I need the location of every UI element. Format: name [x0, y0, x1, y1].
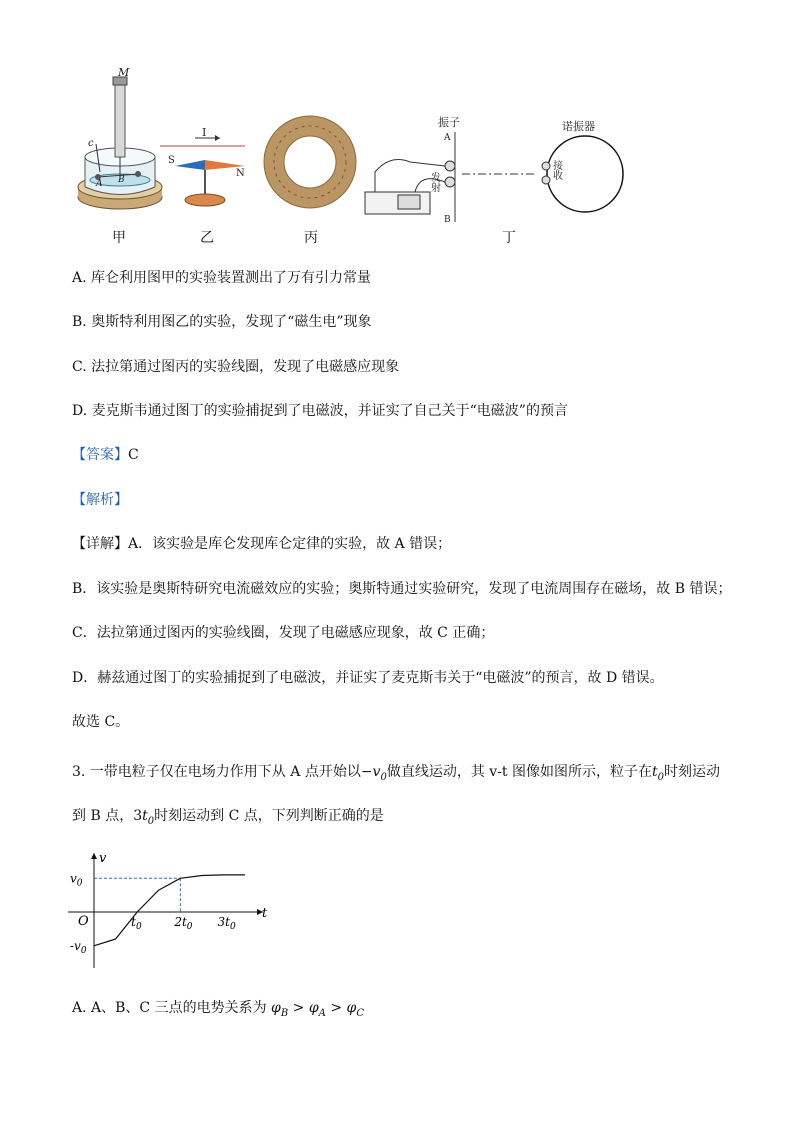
- phi-a: [308, 1000, 326, 1019]
- experiment-figures: [70, 62, 640, 247]
- q3-text-1: 3. 一带电粒子仅在电场力作用下从 A 点开始以: [72, 764, 361, 780]
- phi-b-sub: B: [280, 1007, 289, 1019]
- question3-line2: [72, 806, 384, 832]
- label-receive: 接收: [550, 160, 562, 180]
- figure-yi-oersted: [160, 135, 245, 206]
- label-ding-a: A: [444, 133, 451, 143]
- x-tick-label-2: $2t_0$: [174, 915, 193, 932]
- phi-a-sub: A: [318, 1007, 326, 1019]
- y-tick-label-1: $v_0$: [70, 871, 83, 889]
- analysis-line: [72, 490, 128, 510]
- option-c: C. 法拉第通过图丙的实验线圈，发现了电磁感应现象: [72, 359, 400, 375]
- phi-b: [271, 1000, 289, 1019]
- phi-c-sub: C: [356, 1007, 364, 1019]
- y-axis-arrow: [91, 853, 97, 859]
- q3-t0b: [142, 808, 155, 827]
- label-c: c: [88, 138, 94, 149]
- detail-tag: 【详解】: [72, 536, 128, 552]
- y-axis-label: v: [99, 851, 107, 866]
- q3-option-a: [72, 998, 364, 1024]
- y-tick-label-2: $-v_0$: [70, 938, 87, 956]
- q3-option-a-text: A. A、B、C 三点的电势关系为: [72, 1000, 267, 1016]
- origin-label: O: [78, 914, 89, 929]
- phi-c: [346, 1000, 364, 1019]
- q3-t0-sub: 0: [657, 771, 665, 783]
- detail-d: D．赫兹通过图丁的实验捕捉到了电磁波，并证实了麦克斯韦关于“电磁波”的预言，故 D 错误。: [72, 670, 664, 686]
- q3-text-5: 时刻运动到 C 点，下列判断正确的是: [154, 808, 384, 824]
- series-line-vt: [94, 875, 245, 946]
- q3-text-2: 做直线运动，其 v-t 图像如图所示，粒子在: [386, 764, 653, 780]
- detail-a: [72, 534, 451, 554]
- q3-v0: [360, 764, 387, 783]
- label-s: S: [168, 155, 175, 166]
- q3-v0-base: −v: [360, 764, 381, 780]
- figure-bing-faraday-ring: [264, 116, 356, 208]
- caption-bing: 丙: [304, 230, 318, 246]
- option-d: D. 麦克斯韦通过图丁的实验捕捉到了电磁波，并证实了自己关于“电磁波”的预言: [72, 403, 568, 419]
- gt-1: >: [288, 1000, 309, 1016]
- phi-a-base: φ: [308, 1000, 319, 1016]
- label-ding-b: B: [444, 215, 451, 225]
- q3-t0-base: t: [652, 764, 658, 780]
- figure-ding-hertz: [365, 132, 623, 222]
- label-resonator: 诺振器: [562, 120, 595, 133]
- gt-2: >: [325, 1000, 347, 1016]
- answer-value: C: [128, 447, 139, 463]
- label-oscillator: 振子: [438, 116, 460, 129]
- q3-text-3: 时刻运动: [664, 764, 721, 780]
- detail-c: C．法拉第通过图丙的实验线圈，发现了电磁感应现象，故 C 正确；: [72, 625, 495, 641]
- label-n: N: [236, 168, 245, 179]
- analysis-tag: 【解析】: [72, 492, 128, 508]
- phi-b-base: φ: [271, 1000, 281, 1016]
- phi-c-base: φ: [346, 1000, 357, 1016]
- label-a: A: [96, 179, 103, 189]
- label-b: B: [118, 175, 125, 185]
- option-a: A. 库仑利用图甲的实验装置测出了万有引力常量: [72, 270, 372, 286]
- vt-graph: [68, 850, 268, 975]
- x-tick-label-3: $3t_0$: [217, 915, 236, 932]
- q3-t0b-base: t: [142, 808, 148, 824]
- x-axis-label: t: [262, 906, 268, 921]
- label-m: M: [118, 66, 130, 79]
- label-i: I: [202, 126, 207, 139]
- q3-text-4: 到 B 点，3: [72, 808, 143, 824]
- caption-jia: 甲: [112, 230, 126, 246]
- q3-t0b-sub: 0: [147, 815, 155, 827]
- answer-tag: 【答案】: [72, 447, 128, 463]
- label-emit: 发射: [428, 172, 440, 192]
- question3-line1: [72, 762, 720, 788]
- detail-b: B．该实验是奥斯特研究电流磁效应的实验；奥斯特通过实验研究，发现了电流周围存在磁场，故 B 错误；: [72, 581, 732, 597]
- x-tick-label-1: $t_0$: [131, 915, 142, 932]
- caption-yi: 乙: [200, 230, 214, 246]
- q3-v0-sub: 0: [380, 771, 387, 783]
- answer-line: [72, 445, 139, 465]
- caption-ding: 丁: [502, 230, 516, 246]
- conclusion: 故选 C。: [72, 714, 130, 730]
- detail-a-text: A．该实验是库仑发现库仑定律的实验，故 A 错误；: [128, 536, 452, 552]
- q3-t0: [652, 764, 665, 783]
- option-b: B. 奥斯特利用图乙的实验，发现了“磁生电”现象: [72, 314, 372, 330]
